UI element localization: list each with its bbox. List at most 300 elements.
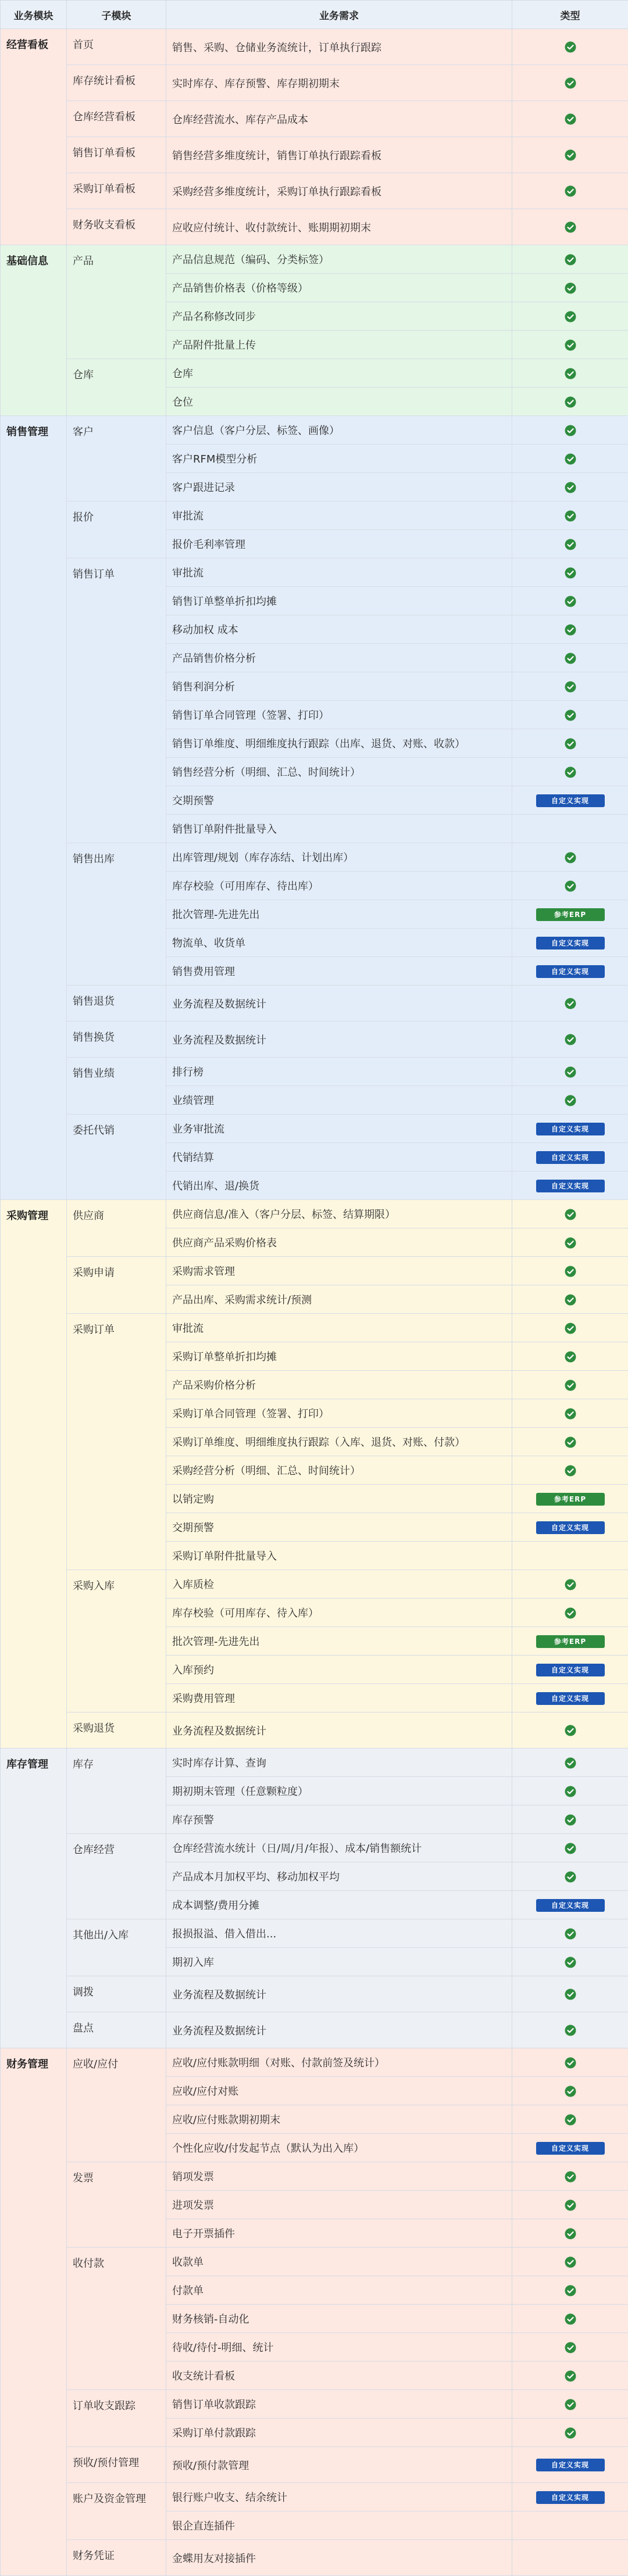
- type-cell: [512, 2333, 628, 2362]
- type-cell: [512, 1570, 628, 1599]
- requirement-cell: 客户信息（客户分层、标签、画像）: [166, 416, 512, 445]
- requirement-cell: 进项发票: [166, 2191, 512, 2219]
- table-row: [1, 1115, 628, 1143]
- requirement-cell: 销售、采购、仓储业务流统计，订单执行跟踪: [166, 29, 512, 65]
- table-row: [1, 1570, 628, 1599]
- requirement-cell: 物流单、收货单: [166, 929, 512, 957]
- type-cell: [512, 2390, 628, 2419]
- submodule-cell: 销售出库: [67, 843, 166, 986]
- submodule-cell: 账户及资金管理: [67, 2483, 166, 2540]
- requirement-cell: 采购订单付款跟踪: [166, 2419, 512, 2447]
- type-cell: [512, 1143, 628, 1171]
- requirement-cell: 应收/应付账款期初期末: [166, 2105, 512, 2134]
- requirement-cell: 代销结算: [166, 1143, 512, 1171]
- requirement-cell: 业务流程及数据统计: [166, 1976, 512, 2012]
- requirement-cell: 采购需求管理: [166, 1257, 512, 1285]
- custom-impl-badge: 自定义实现: [536, 2142, 605, 2155]
- check-icon: [565, 539, 576, 550]
- type-cell: [512, 1115, 628, 1143]
- type-cell: [512, 2419, 628, 2447]
- check-icon: [565, 1843, 576, 1854]
- check-icon: [565, 1408, 576, 1420]
- submodule-cell: 仓库经营看板: [67, 101, 166, 137]
- requirement-cell: 应收/应付账款明细（对账、付款前签及统计）: [166, 2048, 512, 2077]
- requirement-cell: 入库质检: [166, 1570, 512, 1599]
- check-icon: [565, 1294, 576, 1306]
- check-icon: [565, 453, 576, 465]
- submodule-cell: 库存统计看板: [67, 65, 166, 101]
- requirement-cell: 审批流: [166, 1314, 512, 1342]
- check-icon: [565, 113, 576, 125]
- type-cell: [512, 1228, 628, 1257]
- submodule-cell: 销售业绩: [67, 1058, 166, 1115]
- requirement-cell: 银行账户收支、结余统计: [166, 2483, 512, 2511]
- table-row: [1, 65, 628, 101]
- check-icon: [565, 254, 576, 266]
- type-cell: [512, 758, 628, 786]
- requirement-cell: 成本调整/费用分摊: [166, 1891, 512, 1919]
- table-row: [1, 173, 628, 209]
- requirement-cell: 销项发票: [166, 2162, 512, 2191]
- type-cell: [512, 1456, 628, 1485]
- table-row: [1, 1749, 628, 1777]
- type-cell: [512, 1599, 628, 1627]
- type-cell: [512, 302, 628, 331]
- type-cell: [512, 2540, 628, 2576]
- check-icon: [565, 282, 576, 294]
- custom-impl-badge: 自定义实现: [536, 2459, 605, 2471]
- requirement-cell: 销售经营多维度统计，销售订单执行跟踪看板: [166, 137, 512, 173]
- table-row: [1, 2162, 628, 2191]
- table-row: [1, 558, 628, 587]
- check-icon: [565, 1465, 576, 1477]
- type-cell: [512, 29, 628, 65]
- type-cell: [512, 1749, 628, 1777]
- requirement-cell: 银企直连插件: [166, 2511, 512, 2540]
- module-cell: 采购管理: [1, 1200, 67, 1749]
- type-cell: [512, 1342, 628, 1371]
- module-cell: 销售管理: [1, 416, 67, 1200]
- submodule-cell: 销售订单看板: [67, 137, 166, 173]
- requirement-cell: 采购经营分析（明细、汇总、时间统计）: [166, 1456, 512, 1485]
- type-cell: [512, 1684, 628, 1712]
- requirement-cell: 采购费用管理: [166, 1684, 512, 1712]
- requirement-cell: 交期预警: [166, 1513, 512, 1542]
- table-row: [1, 1022, 628, 1058]
- check-icon: [565, 1380, 576, 1391]
- type-cell: [512, 473, 628, 501]
- check-icon: [565, 1989, 576, 2000]
- type-cell: [512, 843, 628, 872]
- check-icon: [565, 1095, 576, 1106]
- type-cell: [512, 1542, 628, 1570]
- table-row: [1, 843, 628, 872]
- check-icon: [565, 311, 576, 323]
- table-row: [1, 137, 628, 173]
- requirement-cell: 财务核销-自动化: [166, 2305, 512, 2333]
- table-row: [1, 2540, 628, 2576]
- requirement-cell: 销售费用管理: [166, 957, 512, 986]
- check-icon: [565, 510, 576, 522]
- check-icon: [565, 425, 576, 436]
- type-cell: [512, 1485, 628, 1513]
- requirement-cell: 批次管理-先进先出: [166, 1627, 512, 1656]
- requirement-cell: 应收应付统计、收付款统计、账期期初期末: [166, 209, 512, 245]
- check-icon: [565, 221, 576, 233]
- requirement-cell: 库存预警: [166, 1805, 512, 1834]
- type-cell: [512, 672, 628, 701]
- type-cell: [512, 986, 628, 1022]
- type-cell: [512, 1948, 628, 1976]
- type-cell: [512, 644, 628, 672]
- requirement-cell: 以销定购: [166, 1485, 512, 1513]
- requirement-cell: 产品信息规范（编码、分类标签）: [166, 245, 512, 274]
- type-cell: [512, 1200, 628, 1228]
- requirement-cell: 采购经营多维度统计，采购订单执行跟踪看板: [166, 173, 512, 209]
- type-cell: [512, 501, 628, 530]
- type-cell: [512, 1022, 628, 1058]
- check-icon: [565, 1757, 576, 1769]
- type-cell: [512, 815, 628, 843]
- check-icon: [565, 738, 576, 750]
- check-icon: [565, 339, 576, 351]
- table-row: [1, 1314, 628, 1342]
- requirement-cell: 业绩管理: [166, 1086, 512, 1115]
- submodule-cell: 采购订单: [67, 1314, 166, 1570]
- table-row: [1, 1919, 628, 1948]
- type-cell: [512, 1428, 628, 1456]
- module-cell: 财务管理: [1, 2048, 67, 2576]
- check-icon: [565, 880, 576, 892]
- header-requirement: 业务需求: [166, 1, 512, 29]
- requirement-cell: 仓库经营流水统计（日/周/月/年报）、成本/销售额统计: [166, 1834, 512, 1862]
- check-icon: [565, 624, 576, 636]
- requirement-cell: 应收/应付对账: [166, 2077, 512, 2105]
- requirement-cell: 库存校验（可用库存、待入库）: [166, 1599, 512, 1627]
- requirement-cell: 采购订单附件批量导入: [166, 1542, 512, 1570]
- table-row: [1, 29, 628, 65]
- requirement-cell: 收支统计看板: [166, 2362, 512, 2390]
- check-icon: [565, 681, 576, 693]
- requirement-cell: 业务审批流: [166, 1115, 512, 1143]
- check-icon: [565, 2025, 576, 2036]
- check-icon: [565, 149, 576, 161]
- type-cell: [512, 1257, 628, 1285]
- custom-impl-badge: 自定义实现: [536, 1899, 605, 1912]
- check-icon: [565, 1034, 576, 1045]
- check-icon: [565, 2427, 576, 2439]
- submodule-cell: 采购入库: [67, 1570, 166, 1712]
- type-cell: [512, 1656, 628, 1684]
- type-cell: [512, 2219, 628, 2248]
- requirement-cell: 销售订单合同管理（签署、打印）: [166, 701, 512, 729]
- type-cell: [512, 1805, 628, 1834]
- check-icon: [565, 396, 576, 408]
- header-type: 类型: [512, 1, 628, 29]
- check-icon: [565, 2086, 576, 2097]
- type-cell: [512, 530, 628, 558]
- module-cell: 基础信息: [1, 245, 67, 416]
- requirement-cell: 审批流: [166, 501, 512, 530]
- check-icon: [565, 766, 576, 778]
- type-cell: [512, 1171, 628, 1200]
- type-cell: [512, 558, 628, 587]
- check-icon: [565, 1928, 576, 1940]
- requirement-cell: 业务流程及数据统计: [166, 2012, 512, 2048]
- type-cell: [512, 2511, 628, 2540]
- requirement-cell: 待收/待付-明细、统计: [166, 2333, 512, 2362]
- requirement-cell: 销售订单整单折扣均摊: [166, 587, 512, 615]
- type-cell: [512, 2162, 628, 2191]
- requirement-cell: 排行榜: [166, 1058, 512, 1086]
- type-cell: [512, 416, 628, 445]
- requirement-cell: 仓位: [166, 388, 512, 416]
- requirement-cell: 预收/预付款管理: [166, 2447, 512, 2483]
- module-cell: 库存管理: [1, 1749, 67, 2048]
- table-row: [1, 986, 628, 1022]
- table-row: [1, 1257, 628, 1285]
- custom-impl-badge: 自定义实现: [536, 2491, 605, 2504]
- custom-impl-badge: 自定义实现: [536, 1664, 605, 1676]
- table-row: [1, 1834, 628, 1862]
- requirement-cell: 产品出库、采购需求统计/预测: [166, 1285, 512, 1314]
- check-icon: [565, 2171, 576, 2183]
- type-cell: [512, 2134, 628, 2162]
- custom-impl-badge: 自定义实现: [536, 937, 605, 950]
- check-icon: [565, 41, 576, 53]
- check-icon: [565, 1871, 576, 1883]
- requirement-cell: 供应商信息/准入（客户分层、标签、结算期限）: [166, 1200, 512, 1228]
- requirement-cell: 销售订单维度、明细维度执行跟踪（出库、退货、对账、收款）: [166, 729, 512, 758]
- check-icon: [565, 2114, 576, 2126]
- requirement-cell: 金蝶用友对接插件: [166, 2540, 512, 2576]
- type-cell: [512, 929, 628, 957]
- submodule-cell: 首页: [67, 29, 166, 65]
- type-cell: [512, 1862, 628, 1891]
- check-icon: [565, 567, 576, 579]
- type-cell: [512, 209, 628, 245]
- check-icon: [565, 710, 576, 721]
- submodule-cell: 采购订单看板: [67, 173, 166, 209]
- submodule-cell: 收付款: [67, 2248, 166, 2390]
- table-row: [1, 2447, 628, 2483]
- requirement-cell: 代销出库、退/换货: [166, 1171, 512, 1200]
- submodule-cell: 仓库: [67, 359, 166, 416]
- requirement-cell: 业务流程及数据统计: [166, 986, 512, 1022]
- check-icon: [565, 852, 576, 864]
- type-cell: [512, 1919, 628, 1948]
- table-row: [1, 2048, 628, 2077]
- type-cell: [512, 101, 628, 137]
- check-icon: [565, 1814, 576, 1826]
- requirement-cell: 业务流程及数据统计: [166, 1712, 512, 1749]
- type-cell: [512, 2483, 628, 2511]
- requirement-cell: 供应商产品采购价格表: [166, 1228, 512, 1257]
- type-cell: [512, 173, 628, 209]
- requirement-cell: 实时库存、库存预警、库存期初期末: [166, 65, 512, 101]
- table-row: [1, 2483, 628, 2511]
- check-icon: [565, 2313, 576, 2325]
- requirement-cell: 批次管理-先进先出: [166, 900, 512, 929]
- type-cell: [512, 1314, 628, 1342]
- requirement-cell: 付款单: [166, 2276, 512, 2305]
- submodule-cell: 仓库经营: [67, 1834, 166, 1919]
- requirement-cell: 交期预警: [166, 786, 512, 815]
- type-cell: [512, 1086, 628, 1115]
- requirement-cell: 实时库存计算、查询: [166, 1749, 512, 1777]
- table-row: [1, 2390, 628, 2419]
- custom-impl-badge: 自定义实现: [536, 794, 605, 807]
- table-row: [1, 101, 628, 137]
- check-icon: [565, 1579, 576, 1590]
- type-cell: [512, 2248, 628, 2276]
- type-cell: [512, 2077, 628, 2105]
- type-cell: [512, 2012, 628, 2048]
- custom-impl-badge: 自定义实现: [536, 1521, 605, 1534]
- submodule-cell: 销售换货: [67, 1022, 166, 1058]
- requirement-cell: 入库预约: [166, 1656, 512, 1684]
- submodule-cell: 其他出/入库: [67, 1919, 166, 1976]
- table-row: [1, 416, 628, 445]
- check-icon: [565, 368, 576, 379]
- reference-erp-badge: 参考ERP: [536, 1635, 605, 1648]
- type-cell: [512, 786, 628, 815]
- custom-impl-badge: 自定义实现: [536, 1123, 605, 1135]
- check-icon: [565, 77, 576, 89]
- table-row: [1, 359, 628, 388]
- check-icon: [565, 1957, 576, 1968]
- table-row: [1, 1058, 628, 1086]
- requirement-cell: 采购订单整单折扣均摊: [166, 1342, 512, 1371]
- requirement-cell: 业务流程及数据统计: [166, 1022, 512, 1058]
- type-cell: [512, 445, 628, 473]
- requirement-cell: 销售订单收款跟踪: [166, 2390, 512, 2419]
- check-icon: [565, 2370, 576, 2382]
- check-icon: [565, 1266, 576, 1277]
- requirement-cell: 销售利润分析: [166, 672, 512, 701]
- requirement-cell: 个性化应收/付发起节点（默认为出入库）: [166, 2134, 512, 2162]
- submodule-cell: 应收/应付: [67, 2048, 166, 2162]
- type-cell: [512, 900, 628, 929]
- submodule-cell: 调拨: [67, 1976, 166, 2012]
- type-cell: [512, 137, 628, 173]
- check-icon: [565, 2256, 576, 2268]
- type-cell: [512, 1976, 628, 2012]
- table-header-row: [1, 1, 628, 29]
- requirement-cell: 出库管理/规划（库存冻结、计划出库）: [166, 843, 512, 872]
- type-cell: [512, 274, 628, 302]
- requirement-cell: 产品采购价格分析: [166, 1371, 512, 1399]
- check-icon: [565, 185, 576, 197]
- check-icon: [565, 1323, 576, 1334]
- type-cell: [512, 245, 628, 274]
- check-icon: [565, 2228, 576, 2240]
- check-icon: [565, 1209, 576, 1220]
- submodule-cell: 采购退货: [67, 1712, 166, 1749]
- submodule-cell: 发票: [67, 2162, 166, 2248]
- type-cell: [512, 331, 628, 359]
- type-cell: [512, 65, 628, 101]
- submodule-cell: 财务收支看板: [67, 209, 166, 245]
- submodule-cell: 产品: [67, 245, 166, 359]
- check-icon: [565, 2399, 576, 2410]
- header-module: 业务模块: [1, 1, 67, 29]
- requirement-cell: 采购订单维度、明细维度执行跟踪（入库、退货、对账、付款）: [166, 1428, 512, 1456]
- table-row: [1, 2248, 628, 2276]
- check-icon: [565, 1066, 576, 1078]
- requirement-cell: 产品销售价格分析: [166, 644, 512, 672]
- requirement-cell: 收款单: [166, 2248, 512, 2276]
- requirement-cell: 仓库: [166, 359, 512, 388]
- table-row: [1, 245, 628, 274]
- type-cell: [512, 701, 628, 729]
- check-icon: [565, 482, 576, 493]
- submodule-cell: 供应商: [67, 1200, 166, 1257]
- check-icon: [565, 1436, 576, 1448]
- submodule-cell: 订单收支跟踪: [67, 2390, 166, 2447]
- check-icon: [565, 653, 576, 664]
- check-icon: [565, 1786, 576, 1797]
- type-cell: [512, 2105, 628, 2134]
- type-cell: [512, 359, 628, 388]
- check-icon: [565, 2285, 576, 2296]
- submodule-cell: 预收/预付管理: [67, 2447, 166, 2483]
- type-cell: [512, 388, 628, 416]
- requirement-cell: 报价毛利率管理: [166, 530, 512, 558]
- reference-erp-badge: 参考ERP: [536, 1493, 605, 1506]
- check-icon: [565, 596, 576, 607]
- custom-impl-badge: 自定义实现: [536, 1692, 605, 1705]
- table-row: [1, 2012, 628, 2048]
- type-cell: [512, 2447, 628, 2483]
- requirement-cell: 产品附件批量上传: [166, 331, 512, 359]
- submodule-cell: 销售退货: [67, 986, 166, 1022]
- requirement-cell: 报损报溢、借入借出...: [166, 1919, 512, 1948]
- table-body: [1, 29, 628, 2576]
- type-cell: [512, 1834, 628, 1862]
- type-cell: [512, 1371, 628, 1399]
- type-cell: [512, 1285, 628, 1314]
- submodule-cell: 盘点: [67, 2012, 166, 2048]
- reference-erp-badge: 参考ERP: [536, 908, 605, 921]
- custom-impl-badge: 自定义实现: [536, 1180, 605, 1192]
- check-icon: [565, 1725, 576, 1736]
- submodule-cell: 报价: [67, 501, 166, 558]
- requirement-cell: 销售订单附件批量导入: [166, 815, 512, 843]
- requirement-cell: 期初期末管理（任意颗粒度）: [166, 1777, 512, 1805]
- type-cell: [512, 1513, 628, 1542]
- table-row: [1, 1712, 628, 1749]
- requirement-cell: 期初入库: [166, 1948, 512, 1976]
- requirement-cell: 采购订单合同管理（签署、打印）: [166, 1399, 512, 1428]
- requirement-cell: 产品名称修改同步: [166, 302, 512, 331]
- check-icon: [565, 1607, 576, 1619]
- type-cell: [512, 2362, 628, 2390]
- custom-impl-badge: 自定义实现: [536, 1151, 605, 1164]
- requirement-cell: 仓库经营流水、库存产品成本: [166, 101, 512, 137]
- type-cell: [512, 872, 628, 900]
- table-row: [1, 209, 628, 245]
- requirement-cell: 销售经营分析（明细、汇总、时间统计）: [166, 758, 512, 786]
- submodule-cell: 采购申请: [67, 1257, 166, 1314]
- submodule-cell: 客户: [67, 416, 166, 501]
- type-cell: [512, 729, 628, 758]
- custom-impl-badge: 自定义实现: [536, 965, 605, 978]
- check-icon: [565, 998, 576, 1009]
- submodule-cell: 委托代销: [67, 1115, 166, 1200]
- table-row: [1, 1200, 628, 1228]
- requirement-cell: 库存校验（可用库存、待出库）: [166, 872, 512, 900]
